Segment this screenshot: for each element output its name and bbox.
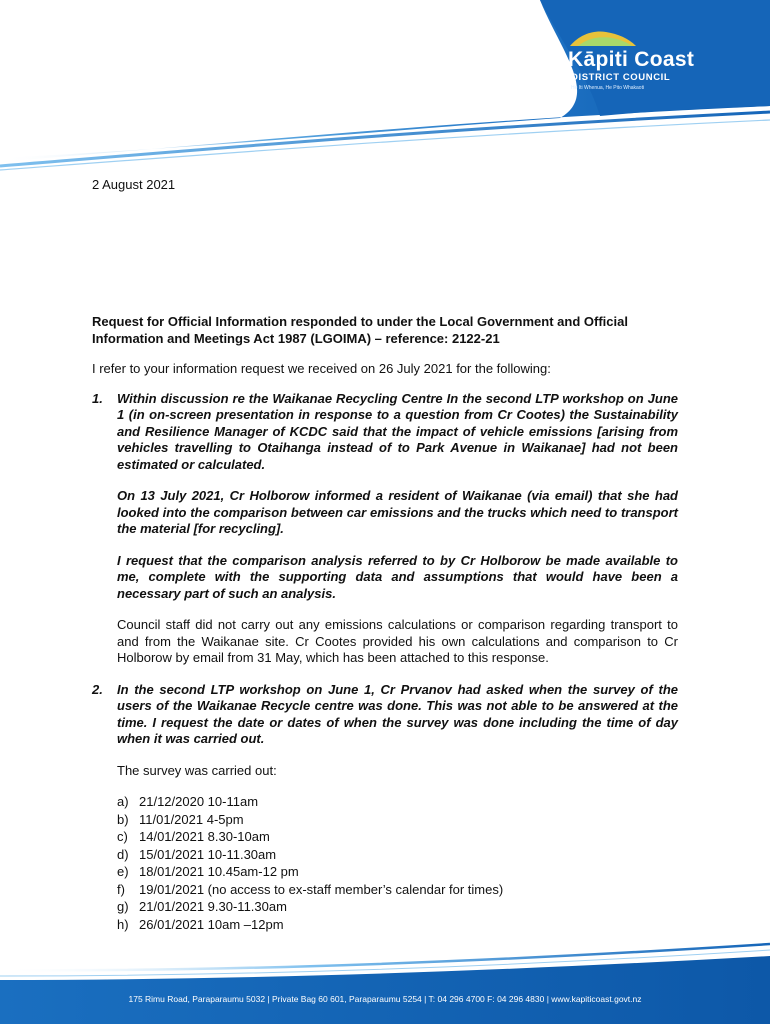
question-text: In the second LTP workshop on June 1, Cr Prvanov had asked when the survey of the users of the Waikanae Recycle centre was done. This was not able to be answered at the time. I request the date or dates of when the survey was done including the time of day when it was carried out.: [117, 681, 678, 746]
list-item: [117, 811, 678, 829]
list-item: [117, 898, 678, 916]
list-item: [117, 846, 678, 864]
header-wave-graphic: [0, 0, 770, 175]
letter-date: 2 August 2021: [92, 177, 176, 192]
question-text: On 13 July 2021, Cr Holborow informed a resident of Waikanae (via email) that she had looked into the comparison between car emissions and the trucks which need to transport the material [for recycling].: [117, 488, 678, 536]
question-text: I request that the comparison analysis referred to by Cr Holborow be made available to me, complete with the supporting data and assumptions that would have been a necessary part of such an analysis.: [117, 552, 678, 601]
island-logo-icon: [568, 28, 638, 48]
survey-date-list: [117, 793, 678, 933]
list-item-key: b): [117, 811, 129, 827]
list-item: [117, 881, 678, 899]
letterhead-banner: [0, 0, 770, 175]
list-item-text: 11/01/2021 4-5pm: [139, 811, 244, 827]
list-item-text: 18/01/2021 10.45am-12 pm: [139, 864, 299, 879]
list-item-key: c): [117, 829, 128, 844]
list-item-text: 26/01/2021 10am –12pm: [139, 916, 284, 932]
question-item: [92, 682, 678, 934]
org-name: Kāpiti Coast: [568, 48, 695, 71]
list-item-key: h): [117, 916, 129, 932]
list-item-key: e): [117, 864, 129, 879]
list-item-key: f): [117, 881, 125, 897]
footer-wave-graphic: [0, 940, 770, 1024]
list-item: [117, 793, 678, 811]
list-item-text: 19/01/2021 (no access to ex-staff member’s calendar for times): [139, 881, 504, 897]
list-item: [117, 828, 678, 846]
answer-text: The survey was carried out:: [117, 762, 277, 778]
letter-subject: Request for Official Information responded to under the Local Government and Official Information and Meetings Act 1987 (LGOIMA) – reference: 2122-21: [92, 314, 628, 346]
letter-body: [92, 314, 678, 933]
question-text: Within discussion re the Waikanae Recycling Centre In the second LTP workshop on June 1 (in on-screen presentation in response to a question from Cr Cootes) the Sustainability and Resilience Manager of KCDC said that the impact of vehicle emissions [arising from vehicles travelling to Otaihanga instead of to Park Avenue in Waikanae] had not been estimated or calculated.: [117, 390, 678, 472]
list-item-key: d): [117, 846, 129, 862]
list-item-text: 15/01/2021 10-11.30am: [139, 846, 277, 862]
footer-contact-details: 175 Rimu Road, Paraparaumu 5032 | Private Bag 60 601, Paraparaumu 5254 | T: 04 296 4700 F: 04 296 4830 | www.kapiticoast.govt.nz: [128, 994, 642, 1004]
letterhead-footer: [0, 940, 770, 1024]
list-item-text: 21/12/2020 10-11am: [139, 794, 259, 809]
question-number: 2.: [92, 681, 103, 697]
list-item: [117, 916, 678, 934]
org-tagline: He Iti Whenua, He Pito Whakaoti: [571, 85, 645, 91]
question-item: [92, 391, 678, 682]
org-subtitle: DISTRICT COUNCIL: [571, 72, 671, 83]
list-item-key: a): [117, 794, 129, 809]
list-item-text: 14/01/2021 8.30-10am: [139, 829, 270, 844]
question-number: 1.: [92, 390, 103, 406]
list-item-key: g): [117, 899, 129, 914]
list-item-text: 21/01/2021 9.30-11.30am: [139, 899, 287, 914]
list-item: [117, 863, 678, 881]
letter-intro: I refer to your information request we received on 26 July 2021 for the following:: [92, 361, 551, 376]
answer-text: Council staff did not carry out any emissions calculations or comparison regarding transport to and from the Waikanae site. Cr Cootes provided his own calculations and comparison to Cr Holborow by email from 31 May, which has been attached to this response.: [117, 617, 678, 665]
